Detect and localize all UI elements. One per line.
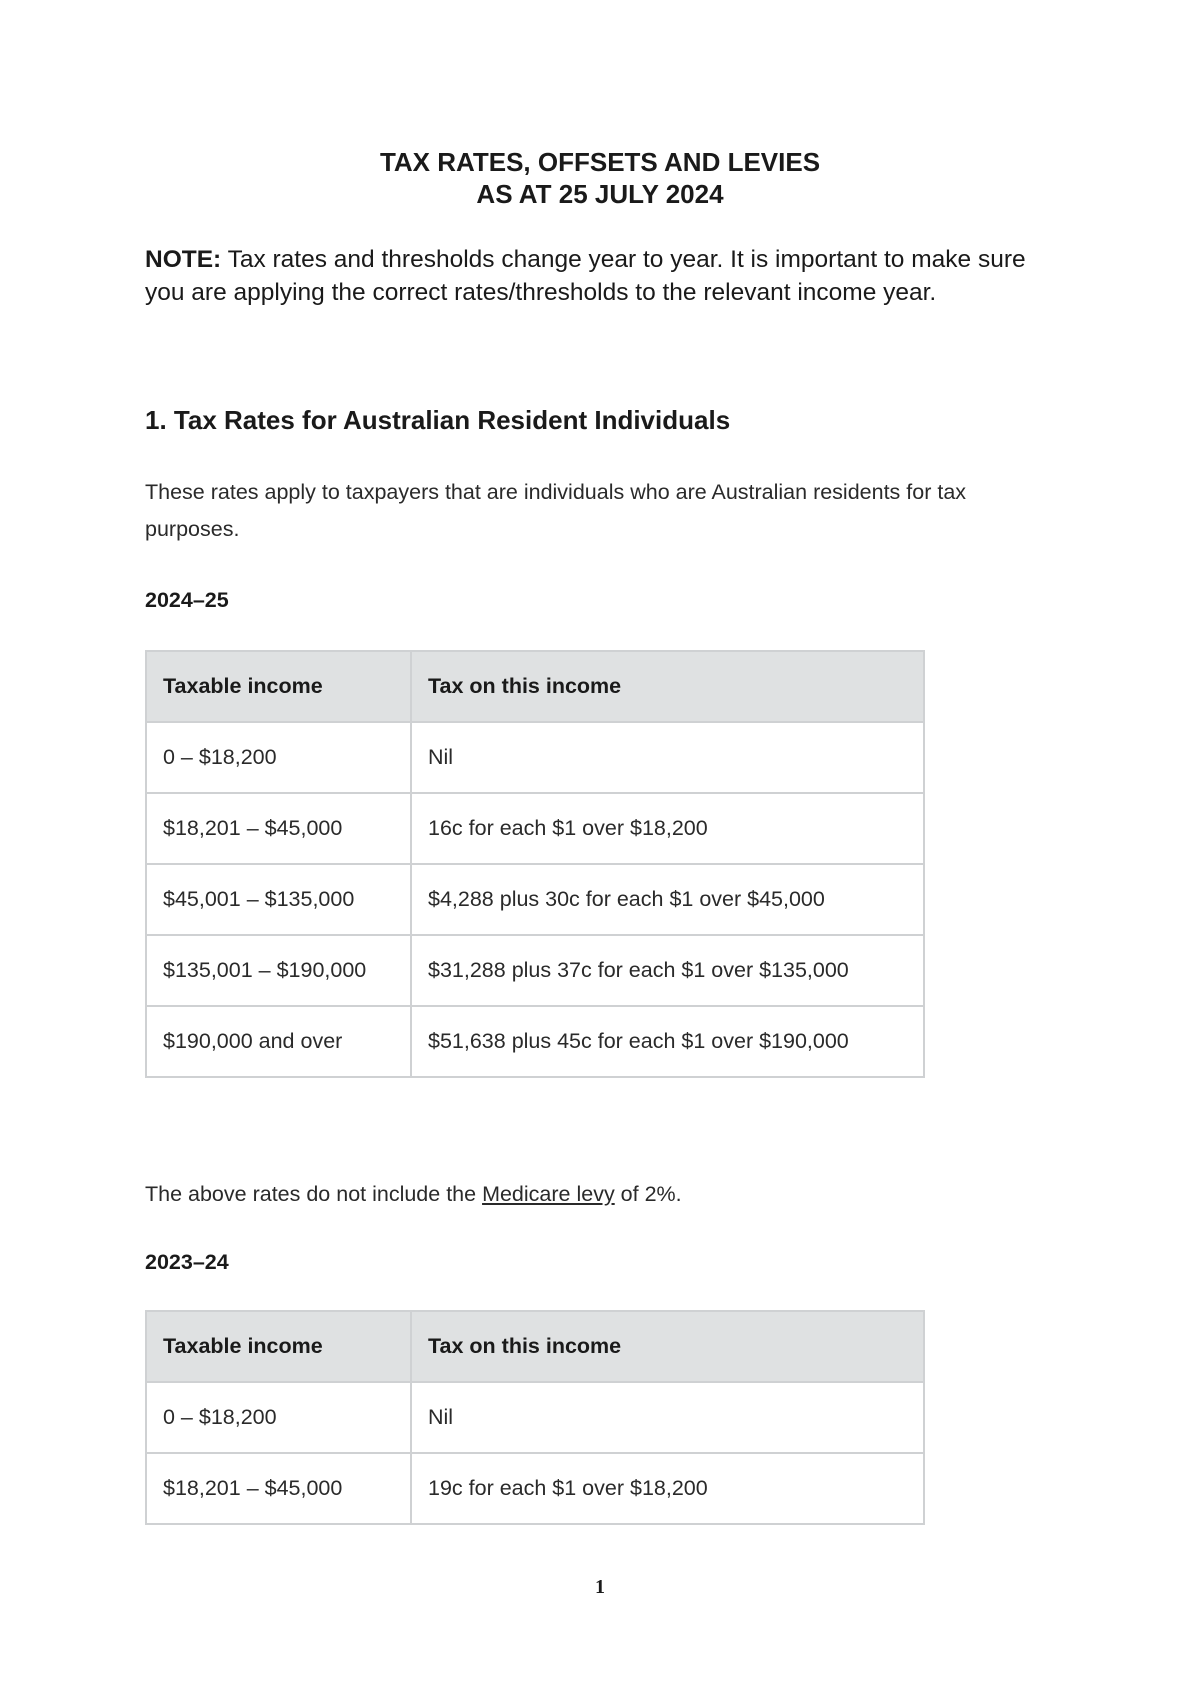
table-row: [146, 935, 924, 1006]
table-header-row: [146, 1311, 924, 1382]
income-cell: $18,201 – $45,000: [146, 793, 411, 864]
income-cell: 0 – $18,200: [146, 1382, 411, 1453]
tax-rates-table-2023-24: [145, 1310, 925, 1525]
table-row: [146, 793, 924, 864]
header-tax-on-income: Tax on this income: [411, 651, 924, 722]
tax-rates-table-2024-25: [145, 650, 925, 1078]
tax-cell: $31,288 plus 37c for each $1 over $135,000: [411, 935, 924, 1006]
table-row: [146, 1006, 924, 1077]
medicare-footnote: [145, 1176, 1045, 1213]
tax-cell: 16c for each $1 over $18,200: [411, 793, 924, 864]
header-taxable-income: Taxable income: [146, 651, 411, 722]
medicare-levy-link[interactable]: Medicare levy: [482, 1182, 615, 1206]
income-cell: 0 – $18,200: [146, 722, 411, 793]
year-heading-2023-24: 2023–24: [145, 1250, 229, 1274]
tax-cell: 19c for each $1 over $18,200: [411, 1453, 924, 1524]
year-heading-2024-25: 2024–25: [145, 588, 229, 612]
page-number: 1: [595, 1576, 605, 1598]
income-cell: $45,001 – $135,000: [146, 864, 411, 935]
income-cell: $18,201 – $45,000: [146, 1453, 411, 1524]
document-title-line1: TAX RATES, OFFSETS AND LEVIES: [379, 147, 821, 177]
note-label: NOTE:: [145, 246, 222, 273]
table-row: [146, 1382, 924, 1453]
table-row: [146, 864, 924, 935]
header-taxable-income: Taxable income: [146, 1311, 411, 1382]
table-header-row: [146, 651, 924, 722]
income-cell: $190,000 and over: [146, 1006, 411, 1077]
note-paragraph: [145, 243, 1045, 309]
table-row: [146, 1453, 924, 1524]
footnote-text-after: of 2%.: [614, 1182, 682, 1206]
header-tax-on-income: Tax on this income: [411, 1311, 924, 1382]
table-row: [146, 722, 924, 793]
tax-cell: Nil: [411, 1382, 924, 1453]
tax-cell: Nil: [411, 722, 924, 793]
document-title-line2: AS AT 25 JULY 2024: [476, 179, 724, 209]
section-heading: 1. Tax Rates for Australian Resident Individuals: [145, 405, 731, 435]
income-cell: $135,001 – $190,000: [146, 935, 411, 1006]
note-text: Tax rates and thresholds change year to year. It is important to make sure you are applying the correct rates/thresholds to the relevant income year.: [145, 246, 1026, 306]
intro-paragraph: These rates apply to taxpayers that are individuals who are Australian residents for tax purposes.: [145, 480, 967, 541]
footnote-text-before: The above rates do not include the: [145, 1182, 483, 1206]
tax-cell: $51,638 plus 45c for each $1 over $190,000: [411, 1006, 924, 1077]
tax-cell: $4,288 plus 30c for each $1 over $45,000: [411, 864, 924, 935]
